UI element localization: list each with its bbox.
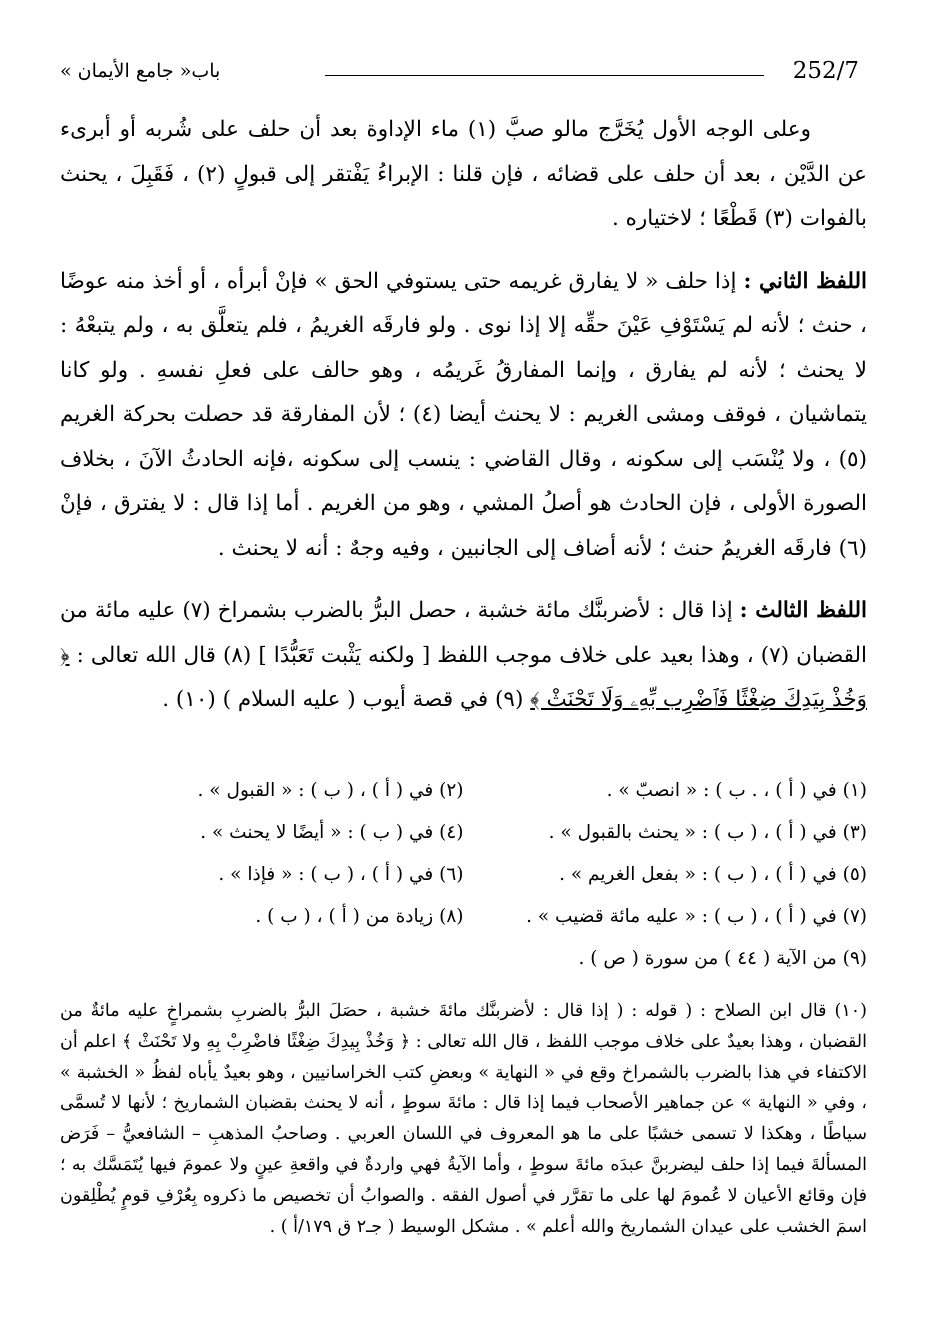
footnote-row [60,938,867,980]
footnote: (٥) في ( أ ) ، ( ب ) : « بفعل الغريم » . [559,864,867,885]
paragraph-1: وعلى الوجه الأول يُخَرَّج مالو صبَّ (١) ماء الإداوة بعد أن حلف على شُربه أو أبرىء عن الدَّيْن ، بعد أن حلف على قضائه ، فإن قلنا : الإبراءُ يَفْتقر إلى قبولٍ (٢) ، فَقَبِلَ ، يحنث بالفوات (٣) قَطْعًا ؛ لاختياره . [60,117,867,231]
paragraph-3: اللفظ الثالث : إذا قال : لأضربنَّك مائة خشبة ، حصل البرُّ بالضرب بشمراخ (٧) عليه مائة من القضبان (٧) ، وهذا بعيد على خلاف موجب اللفظ [ ولكنه يَثْبت تَعَبُّدًا ] (٨) قال الله تعالى : ﴿ وَخُذْ بِيَدِكَ ضِغْثًا فَٱضْرِب بِّهِۦ وَلَا تَحْنَثْ ﴾ (٩) في قصة أيوب ( عليه السلام ) (١٠) . [60,598,867,712]
header-rule [325,75,764,76]
footnote: (٢) في ( أ ) ، ( ب ) : « القبول » . [197,780,464,801]
footnotes [60,770,867,980]
footnote-row [60,812,867,854]
footnote-10: (١٠) قال ابن الصلاح : ( قوله : ( إذا قال : لأضربنَّك مائةَ خشبة ، حصَلَ البرُّ بالضربِ بشمراخٍ عليه مائةٌ من القضبان ، وهذا بعيدٌ على خلاف موجب اللفظ ، قال الله تعالى : ﴿ وَخُذْ بِيدِكَ ضِغْثًا فاضْرِبْ بِهِ ولا تَحْنَثْ ﴾ اعلم أن الاكتفاء في هذا بالضرب بالشمراخ وقع في « النهاية » وبعضِ كتب الخراسانيين ، وهو بعيدٌ يأباه لفظُ « الخشبة » ، وفي « النهاية » عن جماهير الأصحاب فيما إذا قال : مائةَ سوطٍ ، أنه لا يحنث بقضبان الشماريخ ؛ لأنها لا تُسمَّى سياطًا ، وهكذا لا تسمى خشبًا على ما هو المعروف في اللسان العربي . وصاحبُ المذهبِ – الشافعيُّ – فَرَض المسألةَ فيما إذا حلف ليضربنَّ عبدَه مائةَ سوطٍ ، وأما الآيةُ فهي واردةٌ في واقعةِ عينٍ ولا عمومَ فيها يُتَمَسَّك به ؛ فإن وقائع الأعيان لا عُمومَ لها على ما تقرَّر في أصول الفقه . والصوابُ أن تخصيص ما ذكروه بِعُرْفِ قومٍ يُطْلِقون اسمَ الخشب على عيدان الشماريخ والله أعلم » . مشكل الوسيط ( جـ٢ ق ١٧٩/أ ) . [60,1001,867,1237]
footnote: (٩) من الآية ( ٤٤ ) من سورة ( ص ) . [578,948,867,969]
footnote: (٧) في ( أ ) ، ( ب ) : « عليه مائة قضيب » . [526,906,867,927]
section-term-2: اللفظ الثاني : [743,268,867,294]
running-title: باب« جامع الأيمان » [60,60,221,82]
main-text [60,108,867,723]
footnote: (٨) زيادة من ( أ ) ، ( ب ) . [255,906,464,927]
footnote: (١) في ( أ ) ، . ب ) : « انصبّ » . [606,780,867,801]
quran-verse: ﴿ وَخُذْ بِيَدِكَ ضِغْثًا فَٱضْرِب بِّهِۦ وَلَا تَحْنَثْ ﴾ [60,642,867,712]
footnote-row [60,896,867,938]
page-header [60,58,859,94]
footnote-row [60,770,867,812]
footnote-row [60,854,867,896]
footnote: (٣) في ( أ ) ، ( ب ) : « يحنث بالقبول » . [548,822,867,843]
paragraph-2: اللفظ الثاني : إذا حلف « لا يفارق غريمه حتى يستوفي الحق » فإنْ أبرأه ، أو أخذ منه عوضًا ، حنث ؛ لأنه لم يَسْتَوْفِ عَيْنَ حقِّه إلا إذا نوى . ولو فارقَه الغريمُ ، فلم يتعلَّق به ، ولم يتبعْهُ : لا يحنث ؛ لأنه لم يفارق ، وإنما المفارقُ غَريمُه ، وهو حالف على فعلِ نفسهِ . ولو كانا يتماشيان ، فوقف ومشى الغريم : لا يحنث أيضا (٤) ؛ لأن المفارقة قد حصلت بحركة الغريم (٥) ، ولا يُنْسَب إلى سكونه ، وقال القاضي : ينسب إلى سكونه ،فإنه الحادثُ الآنَ ، بخلاف الصورة الأولى ، فإن الحادث هو أصلُ المشي ، وهو من الغريم . أما إذا قال : لا يفترق ، فإنْ (٦) فارقَه الغريمُ حنث ؛ لأنه أضاف إلى الجانبين ، وفيه وجهٌ : أنه لا يحنث . [60,268,868,561]
section-term-3: اللفظ الثالث : [739,598,867,623]
page-number: 252/7 [792,58,859,84]
footnote: (٤) في ( ب ) : « أيضًا لا يحنث » . [200,822,464,843]
footnote: (٦) في ( أ ) ، ( ب ) : « فإذا » . [218,864,464,885]
